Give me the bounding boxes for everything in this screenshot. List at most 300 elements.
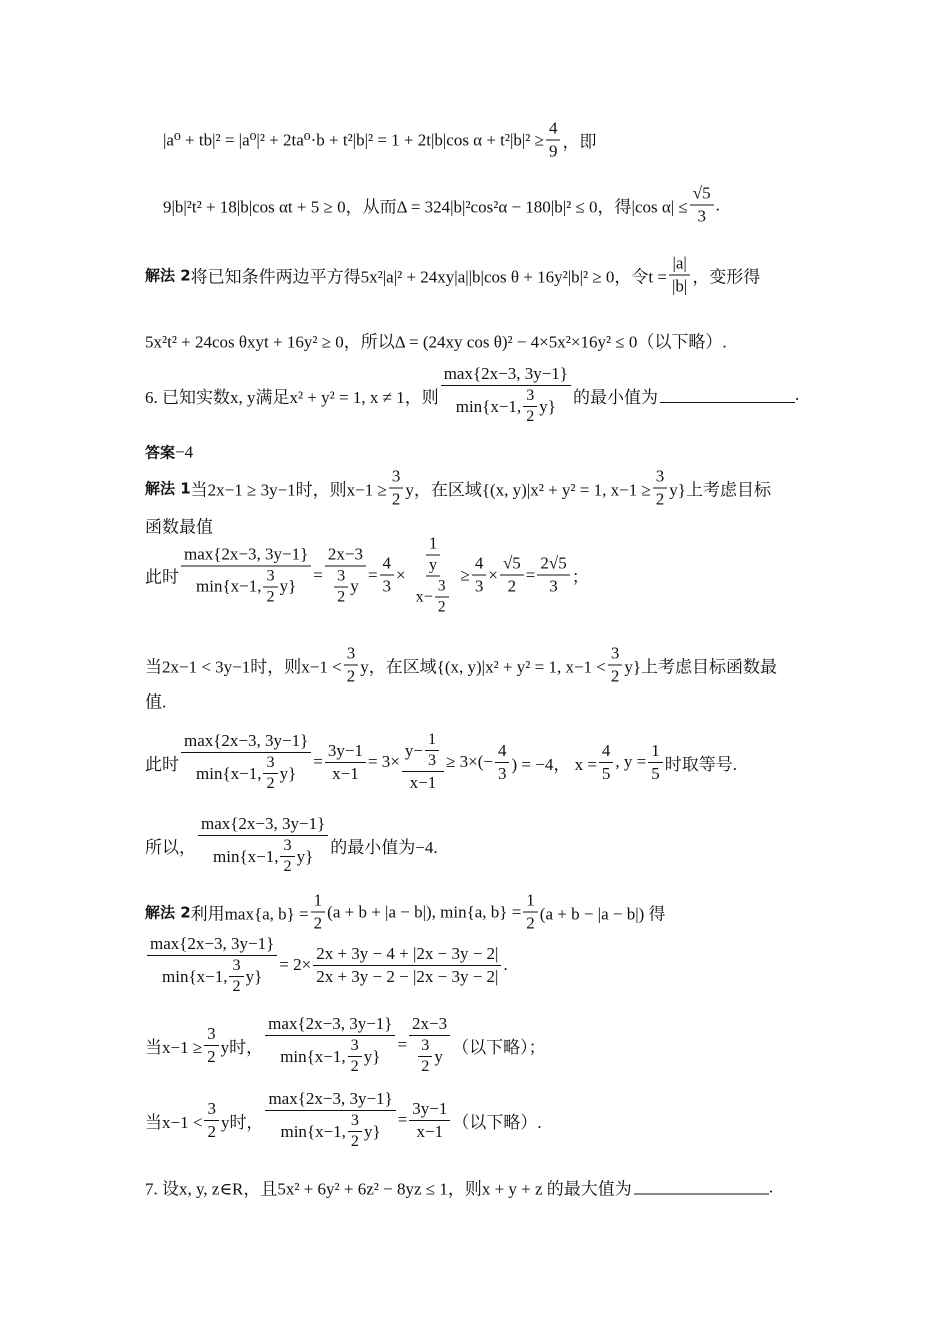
numerator <box>280 837 294 857</box>
text-run: 2 <box>283 858 292 875</box>
text-run: 3 <box>207 1098 216 1118</box>
text-run: (a + b − |a − b|) 得 <box>539 904 666 924</box>
label-bold: 解法 1 <box>145 479 191 498</box>
numerator <box>181 731 311 753</box>
fraction <box>263 567 277 606</box>
text-run: . <box>794 385 800 404</box>
text-run: y}上考虑目标函数最 <box>624 657 778 677</box>
numerator <box>265 1014 395 1036</box>
text-run: 2 <box>346 666 356 686</box>
text-run: 3 <box>655 466 665 486</box>
denominator <box>523 913 538 934</box>
text-run: 5 <box>651 763 660 783</box>
text-run: 当x−1 ≥ <box>145 1037 203 1057</box>
text-line <box>145 814 438 876</box>
text-run: 3 <box>283 837 292 854</box>
denominator <box>389 489 404 510</box>
denominator <box>204 1046 219 1067</box>
denominator <box>414 1121 447 1142</box>
text-run: y时， <box>220 1037 264 1057</box>
text-run: min{x−1, <box>280 1046 346 1066</box>
text-run: 3 <box>474 576 484 596</box>
fraction <box>325 544 366 606</box>
text-run: max{2x−3, 3y−1} <box>268 1014 393 1033</box>
text-run: 3 <box>346 643 356 663</box>
numerator <box>418 1037 432 1057</box>
text-run: 3 <box>610 643 620 663</box>
text-run: 2√5 <box>540 553 567 573</box>
text-run: 2 <box>266 775 275 792</box>
text-run: 4 <box>497 740 507 760</box>
text-run: 5 <box>601 763 611 783</box>
text-run: 2 <box>610 666 620 686</box>
text-run: 3y−1 <box>412 1098 448 1118</box>
text-line <box>145 934 508 996</box>
text-run: 当x−1 < <box>145 1112 203 1132</box>
text-line <box>163 119 596 162</box>
fraction <box>669 254 690 297</box>
text-run: 3 <box>437 577 446 595</box>
text-run: 9|b|²t² + 18|b|cos αt + 5 ≥ 0，从而Δ = 324|b|²cos²α − 180|b|² ≤ 0，得|cos α| ≤ <box>163 197 688 217</box>
fraction <box>690 184 714 227</box>
denominator <box>472 576 487 597</box>
numerator <box>334 567 348 587</box>
numerator <box>435 578 449 598</box>
text-line <box>145 254 760 297</box>
numerator <box>348 1112 362 1132</box>
text-run: 3 <box>697 206 706 226</box>
text-line <box>145 644 777 687</box>
text-run: 2 <box>526 408 535 425</box>
text-run: 1 <box>427 731 437 748</box>
text-run: , y = <box>615 752 647 771</box>
denominator <box>407 772 440 793</box>
numerator <box>441 364 571 386</box>
denominator <box>495 763 510 784</box>
text-line <box>145 364 799 426</box>
fraction <box>348 1037 362 1076</box>
text-run: 2x + 3y − 2 − |2x − 3y − 2| <box>316 966 499 986</box>
numerator <box>409 1099 450 1121</box>
text-run: 2x−3 <box>327 544 363 563</box>
numerator <box>313 944 501 966</box>
text-run: 2 <box>207 1046 216 1066</box>
text-run: ，即 <box>562 132 597 152</box>
text-run: = <box>313 752 323 771</box>
text-line <box>145 442 193 463</box>
fraction <box>280 837 294 876</box>
fraction <box>348 1112 362 1151</box>
numerator <box>500 554 524 576</box>
text-run: 2x−3 <box>412 1014 448 1033</box>
text-run: y} <box>364 1121 381 1141</box>
text-run: 2 <box>313 913 323 933</box>
fraction <box>325 741 366 784</box>
text-run: 2 <box>507 576 517 596</box>
text-run: 将已知条件两边平方得5x²|a|² + 24xy|a||b|cos θ + 16y²|b|² ≥ 0，令t = <box>190 267 667 287</box>
fraction <box>418 1037 432 1076</box>
text-run: （以下略）； <box>452 1037 546 1057</box>
fraction <box>523 891 538 934</box>
text-run: y}上考虑目标 <box>669 480 771 500</box>
numerator <box>495 741 510 763</box>
fraction <box>181 544 311 606</box>
numerator <box>348 1037 362 1057</box>
numerator <box>426 534 441 556</box>
text-line <box>145 1089 542 1151</box>
text-run: min{x−1, <box>196 576 262 596</box>
text-line <box>145 1014 546 1076</box>
text-run: min{x−1, <box>280 1121 346 1141</box>
text-run: 4 <box>474 553 484 573</box>
numerator <box>537 554 569 576</box>
text-run: min{x−1, <box>455 396 522 416</box>
fraction <box>441 364 571 426</box>
text-run: 2 <box>337 588 346 605</box>
denominator <box>311 913 326 934</box>
fraction <box>408 534 459 617</box>
text-run: max{2x−3, 3y−1} <box>150 934 275 953</box>
text-run: x−1 <box>409 773 437 792</box>
text-run: √5 <box>692 183 711 203</box>
text-run: 3y−1 <box>327 740 363 760</box>
numerator <box>426 557 440 577</box>
text-line <box>145 891 666 934</box>
text-run: y} <box>539 396 556 416</box>
numerator <box>265 1089 395 1111</box>
fraction <box>229 957 243 996</box>
text-run: 值. <box>145 692 167 712</box>
answer-blank <box>660 388 795 403</box>
fraction <box>413 557 454 617</box>
text-line <box>145 328 727 353</box>
denominator <box>329 763 362 784</box>
text-run: y <box>429 556 438 574</box>
fraction <box>500 554 524 597</box>
denominator <box>263 774 277 793</box>
text-run: 3 <box>497 763 507 783</box>
text-run: 3 <box>391 466 401 486</box>
denominator <box>329 566 362 606</box>
fraction <box>344 644 359 687</box>
text-run: 3 <box>421 1037 430 1054</box>
numerator <box>147 934 277 956</box>
fraction <box>599 741 614 784</box>
text-run: 2 <box>350 1133 359 1150</box>
denominator <box>348 1132 362 1151</box>
text-run: y} <box>279 763 297 783</box>
text-run: y} <box>296 846 314 866</box>
fraction <box>265 1089 395 1151</box>
numerator <box>325 544 366 566</box>
text-line <box>163 184 720 227</box>
text-run: = 2× <box>279 955 312 974</box>
text-run: 3 <box>350 1037 359 1054</box>
denominator <box>669 276 690 297</box>
text-run: max{2x−3, 3y−1} <box>184 731 309 750</box>
text-run: 2 <box>526 913 535 933</box>
denominator <box>546 576 561 597</box>
fraction <box>425 731 439 770</box>
fraction <box>263 754 277 793</box>
text-run: 3 <box>207 1023 216 1043</box>
text-run: x− <box>415 588 433 605</box>
fraction <box>389 467 404 510</box>
text-run: 2 <box>437 598 446 616</box>
answer-blank <box>634 1180 769 1195</box>
fraction <box>409 1099 450 1142</box>
fraction <box>537 554 569 597</box>
denominator <box>193 753 299 793</box>
text-run: 2 <box>350 1058 359 1075</box>
denominator <box>413 577 454 617</box>
text-run: y <box>434 1046 443 1066</box>
text-run: 7. 设x, y, z∈R，且5x² + 6y² + 6z² − 8yz ≤ 1，则x + y + z 的最大值为 <box>145 1179 632 1199</box>
denominator <box>277 1111 383 1151</box>
numerator <box>409 1014 450 1036</box>
label-bold: 解法 2 <box>145 903 191 922</box>
fraction <box>311 891 326 934</box>
text-run: |a⁰ + tb|² = |a⁰|² + 2ta⁰·b + t²|b|² = 1 + 2t|b|cos α + t²|b|² ≥ <box>163 130 544 149</box>
text-run: 此时 <box>145 567 179 587</box>
denominator <box>313 966 501 987</box>
fraction <box>608 644 623 687</box>
numerator <box>653 467 668 489</box>
text-run: y} <box>279 576 297 596</box>
fraction <box>472 554 487 597</box>
text-run: |b| <box>672 276 688 296</box>
denominator <box>263 587 277 606</box>
text-run: = <box>313 565 323 584</box>
text-run: 3 <box>266 567 275 584</box>
text-run: 3 <box>232 957 241 974</box>
text-run: max{2x−3, 3y−1} <box>268 1089 393 1108</box>
text-run: 4 <box>548 118 558 138</box>
denominator <box>648 763 663 784</box>
text-run: 1 <box>428 533 438 553</box>
text-run: 所以， <box>145 837 196 857</box>
text-run: y时， <box>220 1112 264 1132</box>
numerator <box>669 254 689 276</box>
text-run: （以下略）. <box>452 1112 542 1132</box>
fraction <box>546 119 561 162</box>
text-run: |a| <box>672 253 687 273</box>
text-line <box>145 688 166 713</box>
fraction <box>313 944 501 987</box>
text-run: × <box>488 565 498 584</box>
fraction <box>181 731 311 793</box>
numerator <box>425 731 439 751</box>
denominator <box>277 1036 383 1076</box>
text-run: 2 <box>391 489 401 509</box>
denominator <box>425 751 439 770</box>
denominator <box>694 206 709 227</box>
text-line <box>145 467 771 510</box>
denominator <box>193 566 299 606</box>
text-run: 3 <box>549 576 558 596</box>
text-run: 3 <box>337 567 346 584</box>
text-run: max{2x−3, 3y−1} <box>201 814 326 833</box>
denominator <box>380 576 395 597</box>
denominator <box>344 666 359 687</box>
text-run: . <box>768 1177 774 1196</box>
text-run: ，变形得 <box>692 267 761 287</box>
text-run: 4 <box>601 740 611 760</box>
text-run: 4 <box>382 553 392 573</box>
text-run: max{2x−3, 3y−1} <box>184 544 309 563</box>
numerator <box>204 1099 219 1121</box>
text-run: 6. 已知实数x, y满足x² + y² = 1, x ≠ 1，则 <box>145 387 439 407</box>
text-run: 5x²t² + 24cos θxyt + 16y² ≥ 0，所以Δ = (24xy cos θ)² − 4×5x²×16y² ≤ 0（以下略）. <box>145 332 727 352</box>
text-run: 2 <box>232 978 241 995</box>
text-run: 利用max{a, b} = <box>190 904 309 924</box>
text-run: = <box>367 565 378 584</box>
numerator <box>263 567 277 587</box>
text-run: = <box>525 565 536 584</box>
text-run: × <box>396 565 406 584</box>
denominator <box>435 598 449 617</box>
text-run: 当2x−1 ≥ 3y−1时，则x−1 ≥ <box>190 480 387 500</box>
text-run: y} <box>363 1046 381 1066</box>
fraction <box>495 741 510 784</box>
fraction <box>204 1024 219 1067</box>
text-run: min{x−1, <box>213 846 279 866</box>
text-run: ； <box>571 567 589 587</box>
fraction <box>147 934 277 996</box>
text-run: 此时 <box>145 754 179 774</box>
numerator <box>204 1024 219 1046</box>
text-run: 3 <box>427 752 437 769</box>
denominator <box>204 1121 219 1142</box>
text-line <box>145 534 589 617</box>
fraction <box>198 814 328 876</box>
numerator <box>472 554 487 576</box>
numerator <box>380 554 395 576</box>
text-run: 1 <box>313 890 323 910</box>
text-run: 时取等号. <box>664 754 738 774</box>
text-run: 9 <box>548 141 558 161</box>
numerator <box>198 814 328 836</box>
numerator <box>608 644 623 666</box>
text-run: (a + b + |a − b|), min{a, b} = <box>327 902 522 921</box>
text-run: 3 <box>266 754 275 771</box>
label-bold: 解法 2 <box>145 266 191 285</box>
denominator <box>608 666 623 687</box>
text-run: min{x−1, <box>196 763 262 783</box>
numerator <box>546 119 561 141</box>
text-run: . <box>715 195 720 214</box>
text-run: 2x + 3y − 4 + |2x − 3y − 2| <box>316 943 499 963</box>
denominator <box>348 1057 362 1076</box>
text-run: y} <box>245 966 263 986</box>
denominator <box>599 763 614 784</box>
text-run: y，在区域{(x, y)|x² + y² = 1, x−1 ≥ <box>405 480 651 500</box>
denominator <box>546 141 561 162</box>
numerator <box>263 754 277 774</box>
text-run: 的最小值为 <box>572 387 658 407</box>
text-line <box>145 731 737 793</box>
text-run: y，在区域{(x, y)|x² + y² = 1, x−1 < <box>360 657 606 677</box>
numerator <box>599 741 614 763</box>
denominator <box>453 386 559 426</box>
denominator <box>408 556 459 617</box>
text-run: y <box>350 576 359 596</box>
text-run: 2 <box>421 1058 430 1075</box>
label-bold: 答案 <box>145 443 176 462</box>
fraction <box>523 387 537 426</box>
text-run: 3 <box>350 1112 359 1129</box>
text-run: 函数最值 <box>145 517 213 537</box>
numerator <box>311 891 326 913</box>
numerator <box>229 957 243 977</box>
text-run: = <box>397 1035 408 1054</box>
text-run: x−1 <box>332 763 359 783</box>
numerator <box>402 731 444 772</box>
text-run: −4 <box>175 442 194 461</box>
text-run: ≥ <box>460 565 470 584</box>
denominator <box>159 956 265 996</box>
denominator <box>280 857 294 876</box>
denominator <box>505 576 520 597</box>
text-run: 2 <box>655 489 665 509</box>
fraction <box>653 467 668 510</box>
denominator <box>653 489 668 510</box>
fraction <box>265 1014 395 1076</box>
fraction <box>435 578 449 617</box>
text-run: 当2x−1 < 3y−1时，则x−1 < <box>145 657 342 677</box>
denominator <box>418 1057 432 1076</box>
denominator <box>210 836 316 876</box>
text-run: = 3× <box>367 752 400 771</box>
text-line <box>145 1175 773 1200</box>
fraction <box>204 1099 219 1142</box>
text-run: 3 <box>382 576 392 596</box>
text-run: = <box>397 1110 408 1129</box>
text-run: 1 <box>651 740 660 760</box>
numerator <box>325 741 366 763</box>
text-run: 2 <box>266 588 275 605</box>
denominator <box>523 407 537 426</box>
fraction <box>648 741 663 784</box>
text-run: 2 <box>207 1121 216 1141</box>
denominator <box>334 587 348 606</box>
fraction <box>380 554 395 597</box>
text-run: ) = −4， x = <box>511 754 597 774</box>
numerator <box>523 387 537 407</box>
numerator <box>690 184 714 206</box>
text-run: min{x−1, <box>162 966 228 986</box>
text-run: y− <box>404 740 423 760</box>
denominator <box>229 977 243 996</box>
fraction <box>409 1014 450 1076</box>
numerator <box>523 891 538 913</box>
numerator <box>648 741 663 763</box>
denominator <box>413 1036 446 1076</box>
text-run: 的最小值为−4. <box>330 837 438 857</box>
fraction <box>402 731 444 793</box>
numerator <box>389 467 404 489</box>
text-run: x−1 <box>416 1121 444 1141</box>
text-run: 1 <box>526 890 535 910</box>
text-run: max{2x−3, 3y−1} <box>443 364 568 383</box>
text-run: 3 <box>526 387 535 404</box>
text-run: √5 <box>502 553 521 573</box>
text-run: ≥ 3×(− <box>446 752 493 771</box>
numerator <box>344 644 359 666</box>
fraction <box>334 567 348 606</box>
numerator <box>181 544 311 566</box>
text-run: . <box>503 955 508 974</box>
